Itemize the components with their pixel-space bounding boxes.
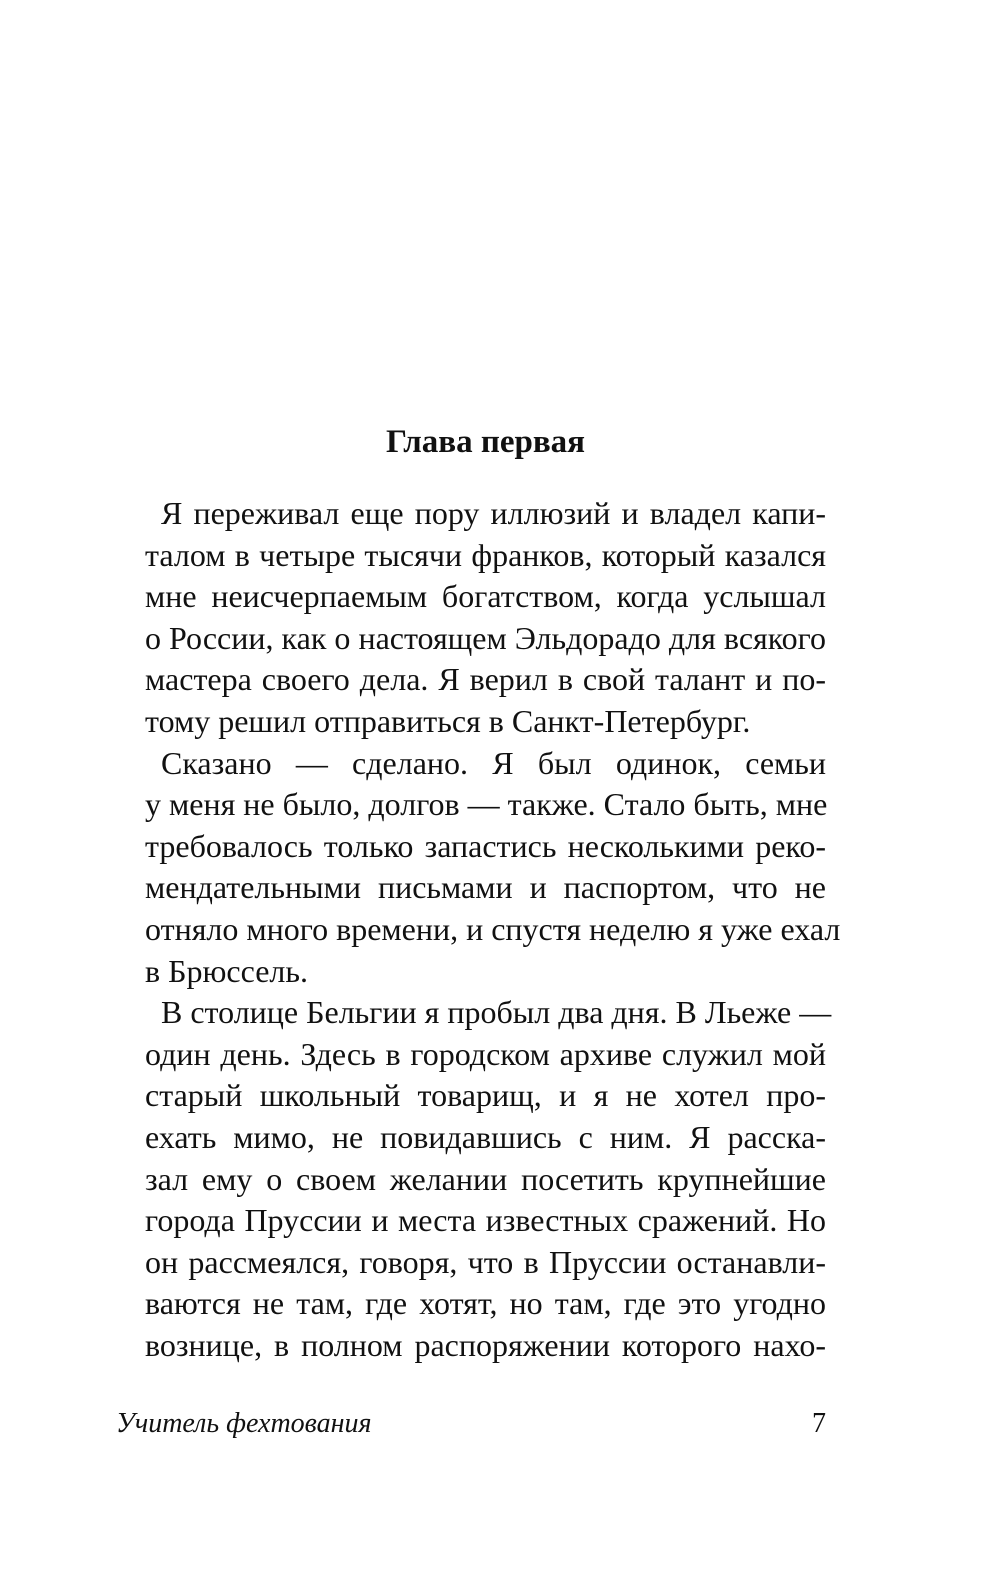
text-line: один день. Здесь в городском архиве служил мой [145, 1035, 826, 1072]
paragraph-3 [145, 992, 832, 1366]
text-line: мендательными письмами и паспортом, что не [145, 869, 826, 906]
paragraph-2 [145, 743, 841, 993]
text-line: мне неисчерпаемым богатством, когда услышал [145, 578, 826, 615]
text-line: Сказано — сделано. Я был одинок, семьи [161, 744, 826, 781]
text-line: в Брюссель. [145, 952, 308, 989]
page-number: 7 [812, 1408, 826, 1439]
text-line: у меня не было, долгов — также. Стало быть, мне [145, 786, 828, 823]
text-line: отняло много времени, и спустя неделю я уже ехал [145, 910, 841, 947]
text-line: он рассмеялся, говоря, что в Пруссии останавли- [145, 1243, 826, 1280]
text-line: старый школьный товарищ, и я не хотел про- [145, 1077, 826, 1114]
chapter-title: Глава первая [385, 424, 586, 460]
text-line: ваются не там, где хотят, но там, где это угодно [145, 1285, 826, 1322]
text-line: Я переживал еще пору иллюзий и владел капи- [161, 495, 826, 531]
text-line: тому решил отправиться в Санкт-Петербург. [145, 702, 751, 739]
text-line: требовалось только запастись несколькими реко- [145, 827, 826, 864]
text-line: зал ему о своем желании посетить крупнейшие [145, 1160, 826, 1197]
text-line: города Пруссии и места известных сражений. Но [145, 1202, 826, 1239]
text-line: ехать мимо, не повидавшись с ним. Я расска- [145, 1118, 826, 1155]
text-line: вознице, в полном распоряжении которого нахо- [145, 1326, 826, 1363]
text-line: талом в четыре тысячи франков, который казался [145, 536, 826, 573]
text-line: мастера своего дела. Я верил в свой талант и по- [145, 661, 826, 698]
paragraph-1 [145, 493, 826, 743]
text-line: о России, как о настоящем Эльдорадо для всякого [145, 619, 826, 656]
running-title: Учитель фехтования [116, 1408, 372, 1439]
body-text [145, 493, 841, 1366]
text-line: В столице Бельгии я пробыл два дня. В Льеже — [161, 994, 832, 1031]
